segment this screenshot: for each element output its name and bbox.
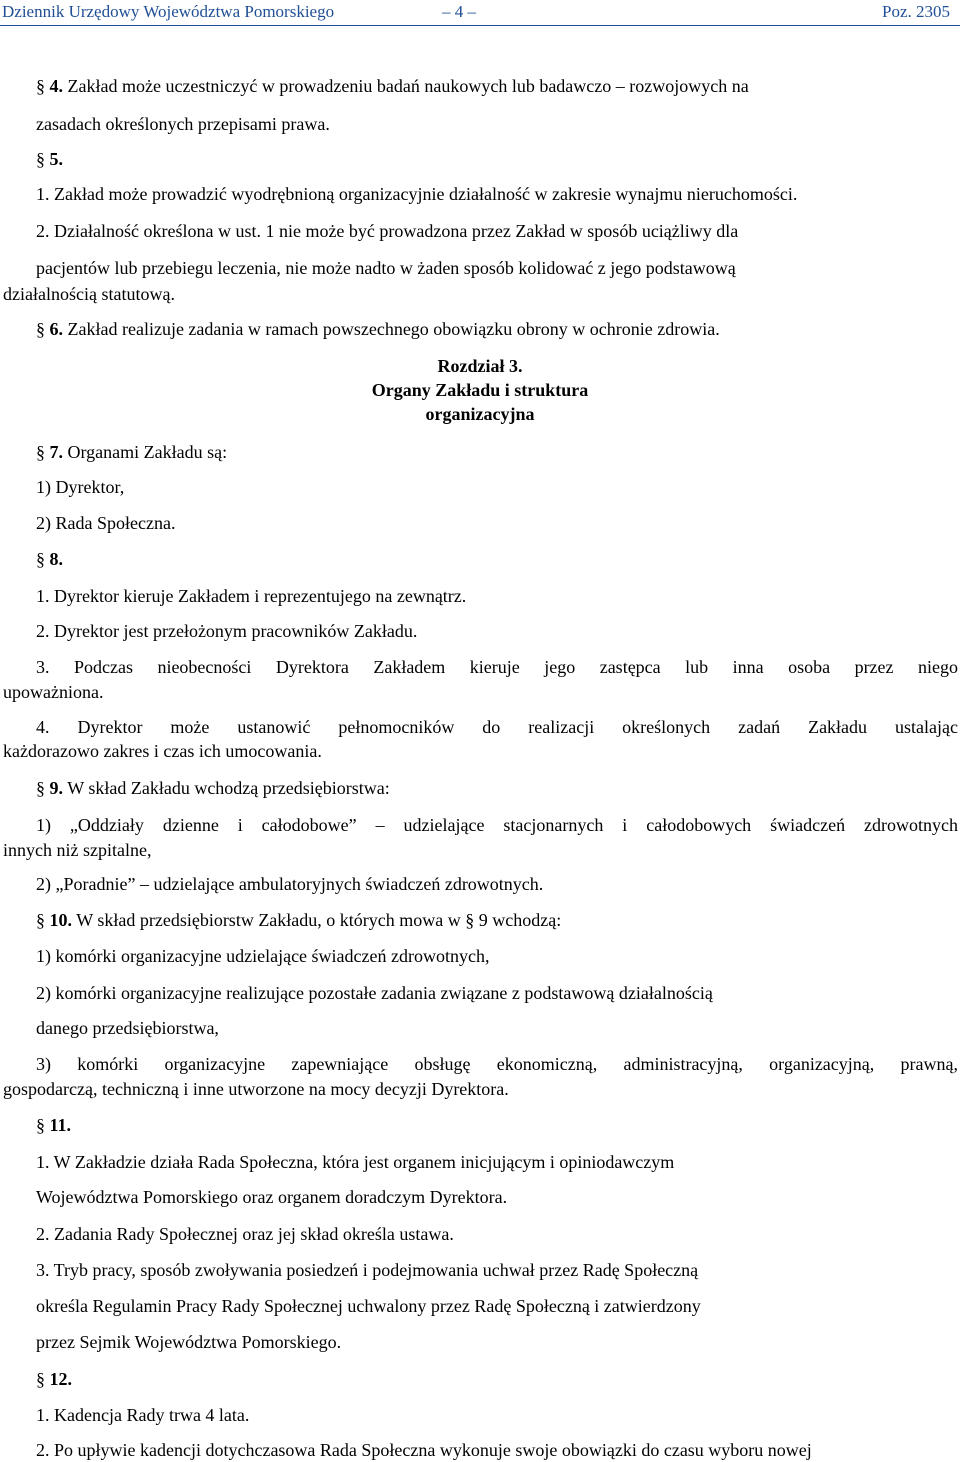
paragraph-10: § 10. W skład przedsiębiorstw Zakładu, o których mowa w § 9 wchodzą:: [36, 910, 562, 930]
text-line: gospodarczą, techniczną i inne utworzone na mocy decyzji Dyrektora.: [3, 1079, 509, 1099]
section-number: 4.: [49, 76, 63, 96]
list-item: 1) Dyrektor,: [36, 477, 125, 497]
section-number: 5.: [49, 149, 63, 169]
text-line: pacjentów lub przebiegu leczenia, nie może nadto w żaden sposób kolidować z jego podstawową: [36, 258, 736, 278]
journal-title: Dziennik Urzędowy Województwa Pomorskiego: [2, 2, 335, 21]
text-line: działalnością statutową.: [3, 284, 175, 304]
paragraph-11: § 11.: [36, 1115, 72, 1135]
header-rule: [0, 25, 960, 26]
section-number: 8.: [49, 549, 63, 569]
paragraph-8: § 8.: [36, 549, 63, 569]
text-line: 4. Dyrektor może ustanowić pełnomocników do realizacji określonych zadań Zakładu ustalając: [36, 717, 958, 737]
text-line: 1. W Zakładzie działa Rada Społeczna, która jest organem inicjującym i opiniodawczym: [36, 1152, 675, 1172]
text-line: upoważniona.: [3, 682, 104, 702]
paragraph-5: § 5.: [36, 149, 63, 169]
text-line: innych niż szpitalne,: [3, 840, 152, 860]
text-line: 2. Po upływie kadencji dotychczasowa Rada Społeczna wykonuje swoje obowiązki do czasu wyboru nowej: [36, 1440, 812, 1460]
chapter-title-cont: organizacyjna: [425, 404, 535, 424]
list-item: 2) „Poradnie” – udzielające ambulatoryjnych świadczeń zdrowotnych.: [36, 874, 544, 894]
page-header: [0, 0, 960, 26]
text-line: 1. Kadencja Rady trwa 4 lata.: [36, 1405, 250, 1425]
paragraph-6: § 6. Zakład realizuje zadania w ramach powszechnego obowiązku obrony w ochronie zdrowia.: [36, 319, 720, 339]
text-line: 3. Tryb pracy, sposób zwoływania posiedzeń i podejmowania uchwał przez Radę Społeczną: [36, 1260, 699, 1280]
text-line: 2. Działalność określona w ust. 1 nie może być prowadzona przez Zakład w sposób uciążliwy dla: [36, 221, 739, 241]
section-number: 11.: [49, 1115, 72, 1135]
text-line: 1. Dyrektor kieruje Zakładem i reprezentujego na zewnątrz.: [36, 586, 467, 606]
section-number: 12.: [49, 1369, 72, 1389]
text-line: 2. Zadania Rady Społecznej oraz jej skład określa ustawa.: [36, 1224, 454, 1244]
text-line: 3. Podczas nieobecności Dyrektora Zakładem kieruje jego zastępca lub inna osoba przez niego: [36, 657, 958, 677]
section-number: 7.: [49, 442, 63, 462]
text-line: każdorazowo zakres i czas ich umocowania.: [3, 741, 322, 761]
paragraph-7: § 7. Organami Zakładu są:: [36, 442, 228, 462]
list-item: 2) komórki organizacyjne realizujące pozostałe zadania związane z podstawową działalnością: [36, 983, 713, 1003]
text-line: przez Sejmik Województwa Pomorskiego.: [36, 1332, 342, 1352]
text-line: 1. Zakład może prowadzić wyodrębnioną organizacyjnie działalność w zakresie wynajmu nieruchomości.: [36, 184, 798, 204]
chapter-number: Rozdział 3.: [437, 356, 523, 376]
page-number: – 4 –: [442, 2, 476, 21]
section-number: 9.: [49, 778, 63, 798]
paragraph-12: § 12.: [36, 1369, 72, 1389]
text-line: danego przedsiębiorstwa,: [36, 1018, 219, 1038]
chapter-title: Organy Zakładu i struktura: [371, 380, 589, 400]
position-number: Poz. 2305: [882, 2, 950, 21]
paragraph-9: § 9. W skład Zakładu wchodzą przedsiębiorstwa:: [36, 778, 390, 798]
text-line: określa Regulamin Pracy Rady Społecznej uchwalony przez Radę Społeczną i zatwierdzony: [36, 1296, 701, 1316]
text-line: zasadach określonych przepisami prawa.: [36, 114, 330, 134]
section-number: 10.: [49, 910, 72, 930]
section-number: 6.: [49, 319, 63, 339]
list-item: 3) komórki organizacyjne zapewniające obsługę ekonomiczną, administracyjną, organizacyjną, prawną,: [36, 1054, 958, 1074]
paragraph-4: § 4. Zakład może uczestniczyć w prowadzeniu badań naukowych lub badawczo – rozwojowych na: [36, 76, 749, 96]
text-line: Województwa Pomorskiego oraz organem doradczym Dyrektora.: [36, 1187, 508, 1207]
list-item: 2) Rada Społeczna.: [36, 513, 176, 533]
list-item: 1) „Oddziały dzienne i całodobowe” – udzielające stacjonarnych i całodobowych świadczeń zdrowotnych: [36, 815, 958, 835]
list-item: 1) komórki organizacyjne udzielające świadczeń zdrowotnych,: [36, 946, 490, 966]
text-line: 2. Dyrektor jest przełożonym pracowników Zakładu.: [36, 621, 418, 641]
